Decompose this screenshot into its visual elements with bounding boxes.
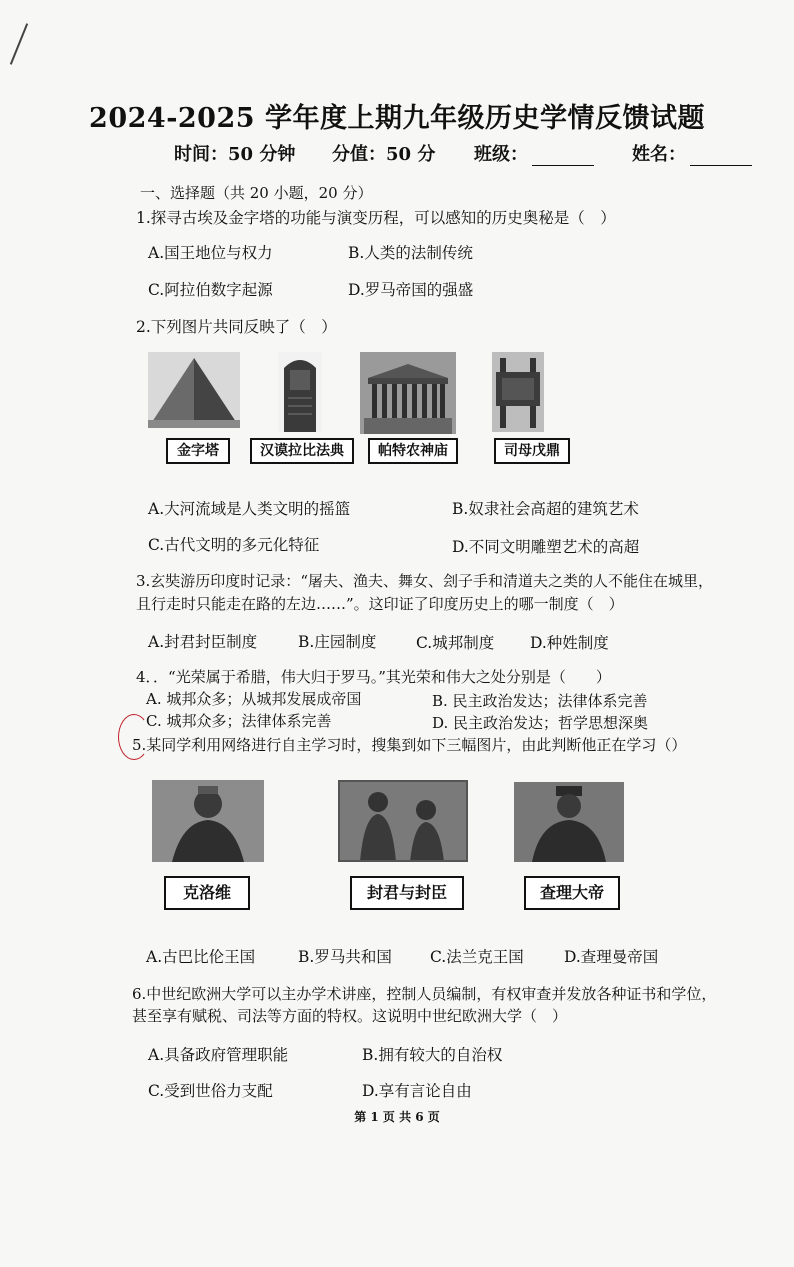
name-blank [690,149,752,166]
time-label: 时间：50 分钟 [174,144,296,165]
parthenon-photo [360,352,456,434]
caption-parthenon: 帕特农神庙 [368,438,458,464]
pyramid-photo [148,352,240,428]
q3-option-b: B.庄园制度 [298,633,377,651]
lord-vassal-photo [338,780,468,862]
q2-option-b: B.奴隶社会高超的建筑艺术 [452,500,639,518]
q1-option-c: C.阿拉伯数字起源 [148,281,273,299]
q5-stem: 5.某同学利用网络进行自主学习时，搜集到如下三幅图片，由此判断他正在学习（） [132,736,687,754]
q6-option-b: B.拥有较大的自治权 [362,1046,503,1064]
page-footer: 第 1 页 共 6 页 [354,1110,440,1124]
q1-option-b: B.人类的法制传统 [348,244,473,262]
q6-option-d: D.享有言论自由 [362,1082,472,1100]
q2-option-c: C.古代文明的多元化特征 [148,536,320,554]
q2-stem: 2.下列图片共同反映了（ ） [136,318,337,336]
q2-option-a: A.大河流域是人类文明的摇篮 [148,500,351,518]
hammurabi-stele-photo [278,352,322,432]
q3-option-c: C.城邦制度 [416,634,495,652]
q4-option-d: D. 民主政治发达；哲学思想深奥 [432,714,649,732]
q3-option-a: A.封君封臣制度 [148,633,258,651]
q3-stem-line1: 3.玄奘游历印度时记录：“屠夫、渔夫、舞女、刽子手和清道夫之类的人不能住在城里， [136,572,713,590]
q5-option-a: A.古巴比伦王国 [146,948,256,966]
class-field [474,140,594,166]
name-label: 姓名： [632,144,686,165]
q5-option-d: D.查理曼帝国 [564,948,659,966]
exam-title: 2024-2025 学年度上期九年级历史学情反馈试题 [89,103,705,134]
caption-ding: 司母戊鼎 [494,438,570,464]
score-label: 分值：50 分 [332,144,436,165]
name-field [632,140,752,166]
q6-stem-line1: 6.中世纪欧洲大学可以主办学术讲座，控制人员编制，有权审查并发放各种证书和学位， [132,985,717,1003]
q6-option-c: C.受到世俗力支配 [148,1082,273,1100]
clovis-photo [152,780,264,862]
section-heading: 一、选择题（共 20 小题，20 分） [140,184,373,202]
q1-option-d: D.罗马帝国的强盛 [348,281,474,299]
caption-pyramid: 金字塔 [166,438,230,464]
caption-charlemagne: 查理大帝 [524,876,620,910]
q4-stem: 4．．“光荣属于希腊，伟大归于罗马。”其光荣和伟大之处分别是（ ） [136,668,611,686]
q3-stem-line2: 且行走时只能走在路的左边……”。这印证了印度历史上的哪一制度（ ） [136,595,624,613]
charlemagne-photo [514,782,624,862]
q5-option-b: B.罗马共和国 [298,948,392,966]
q4-option-c: C. 城邦众多；法律体系完善 [146,712,332,730]
q6-option-a: A.具备政府管理职能 [148,1046,289,1064]
class-blank [532,149,594,166]
q2-option-d: D.不同文明雕塑艺术的高超 [452,538,640,556]
q1-stem: 1.探寻古埃及金字塔的功能与演变历程，可以感知的历史奥秘是（ ） [136,209,616,227]
q4-option-a: A. 城邦众多；从城邦发展成帝国 [146,690,362,708]
simuwu-ding-photo [492,352,544,432]
q6-stem-line2: 甚至享有赋税、司法等方面的特权。这说明中世纪欧洲大学（ ） [132,1007,568,1025]
caption-lord-vassal: 封君与封臣 [350,876,464,910]
q3-option-d: D.种姓制度 [530,634,609,652]
q5-option-c: C.法兰克王国 [430,948,524,966]
pencil-mark [10,23,28,65]
q1-option-a: A.国王地位与权力 [148,244,273,262]
caption-clovis: 克洛维 [164,876,250,910]
class-label: 班级： [474,144,528,165]
caption-hammurabi: 汉谟拉比法典 [250,438,354,464]
q4-option-b: B. 民主政治发达；法律体系完善 [432,692,648,710]
